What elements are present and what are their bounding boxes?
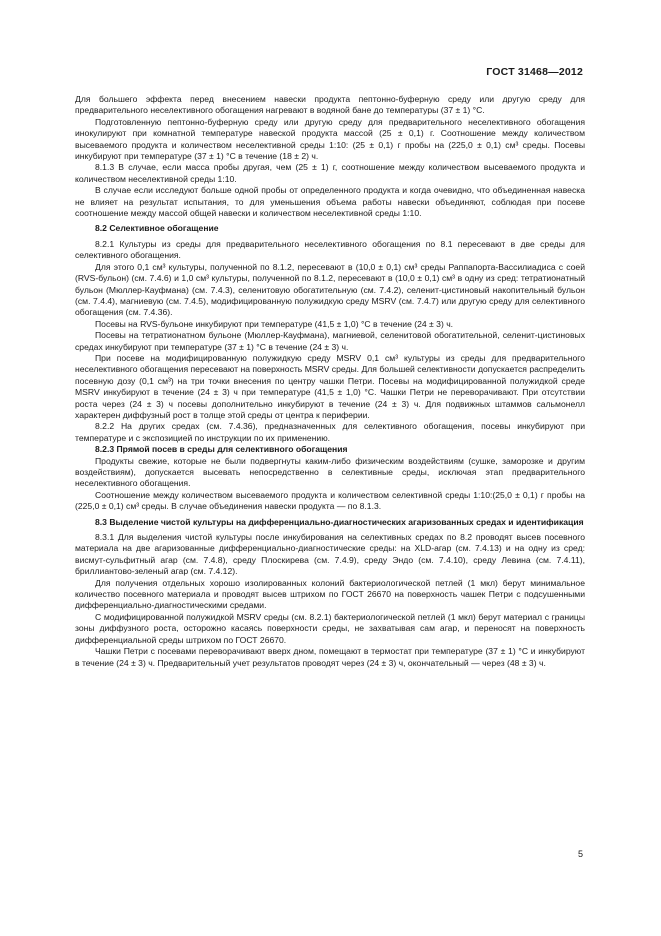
paragraph: Продукты свежие, которые не были подвергнуты каким-либо физическим воздействиям (сушке, заморозке и другим воздействиям), допускается высевать непосредственно в селективные среды, исключая этап предварительного неселективного обогащения.: [75, 455, 585, 489]
paragraph-8-2-1: 8.2.1 Культуры из среды для предварительного неселективного обогащения по 8.1 пересевают в две среды для селективного обогащения.: [75, 238, 585, 261]
paragraph: При посеве на модифицированную полужидкую среду MSRV 0,1 см³ культуры из среды для предварительного неселективного обогащения пересевают на поверхность MSRV среды. Для большей селективности допускается распределить посевную дозу (0,1 см³) на три точки внесения по центру чашки Петри. Посевы на модифицированной полужидкой среде MSRV инкубируют в течение (24 ± 3) ч при температуре (41,5 ± 1,0) °С. Чашки Петри не переворачивают. При отсутствии роста через (24 ± 3) ч посевы дополнительно инкубируют в течение (24 ± 3) ч. Для подвижных штаммов сальмонелл характерен диффузный рост в толще этой среды от центра к периферии.: [75, 352, 585, 420]
paragraph: С модифицированной полужидкой MSRV среды (см. 8.2.1) бактериологической петлей (1 мкл) берут материал с границы зоны диффузного роста, осторожно касаясь поверхности среды, не захватывая сам агар, и переносят на поверхность дифференциальной среды штрихом по ГОСТ 26670.: [75, 611, 585, 645]
document-body: [75, 94, 585, 669]
paragraph: Посевы на тетратионатном бульоне (Мюллер-Кауфмана), магниевой, селенитовой обогатительной, селенит-цистиновых средах инкубируют при температуре (37 ± 1) °С в течение (24 ± 3) ч.: [75, 330, 585, 352]
paragraph: Для большего эффекта перед внесением навески продукта пептонно-буферную среду или другую среду для предварительного неселективного обогащения нагревают в водяной бане до температуры (37 ± 1) °С.: [75, 94, 585, 116]
paragraph-8-2-2: 8.2.2 На других средах (см. 7.4.36), предназначенных для селективного обогащения, посевы инкубируют при температуре и с экспозицией по инструкции по их применению.: [75, 421, 585, 443]
document-header-id: ГОСТ 31468—2012: [486, 66, 583, 78]
paragraph-8-1-3: 8.1.3 В случае, если масса пробы другая, чем (25 ± 1) г, соотношение между количеством высеваемого продукта и количеством неселективной среды 1:10.: [75, 162, 585, 184]
paragraph: Посевы на RVS-бульоне инкубируют при температуре (41,5 ± 1,0) °С в течение (24 ± 3) ч.: [95, 318, 454, 329]
section-heading-8-2: 8.2 Селективное обогащение: [95, 223, 219, 234]
page-number: 5: [577, 849, 583, 859]
paragraph: В случае если исследуют больше одной пробы от определенного продукта и когда очевидно, что объединенная навеска не влияет на результат испытания, то для уменьшения объема работы навески объединяют, соблюдая при посеве соотношение между массой общей навески и количеством неселективной среды 1:10.: [75, 185, 585, 219]
paragraph: Соотношение между количеством высеваемого продукта и количеством селективной среды 1:10:(25,0 ± 0,1) г пробы на (225,0 ± 0,1) см³ среды. В случае объединения навески продукта — по 8.1.3.: [75, 489, 585, 512]
section-heading-8-2-3: 8.2.3 Прямой посев в среды для селективного обогащения: [95, 444, 348, 455]
paragraph: Для этого 0,1 см³ культуры, полученной по 8.1.2, пересевают в (10,0 ± 0,1) см³ среды Раппапорта-Вассилиадиса с соей (RVS-бульон) (см. 7.4.6) и 1,0 см³ культуры, полученной по 8.1.2, пересевают в (10,0 ± 0,1) см³ в одну из сред: тетратионатный бульон (Мюллер-Кауфмана) (см. 7.4.3), селенитовую обогатительную (см. 7.4.2), селенит-цистиновый накопительный бульон (см. 7.4.4), магниевую (см. 7.4.5), модифицированную полужидкую среду MSRV (см. 7.4.7) или другую среду для селективного обогащения (см. 7.4.36).: [75, 261, 585, 318]
section-heading-8-3: 8.3 Выделение чистой культуры на дифференциально-диагностических агаризованных средах и идентификация: [95, 516, 584, 527]
paragraph: Для получения отдельных хорошо изолированных колоний бактериологической петлей (1 мкл) берут минимальное количество посевного материала и проводят высев штрихом по ГОСТ 26670 на поверхность чашек Петри с подсушенными дифференциально-диагностическими средами.: [75, 577, 585, 611]
paragraph: Подготовленную пептонно-буферную среду или другую среду для предварительного неселективного обогащения инокулируют при комнатной температуре навеской продукта массой (25 ± 0,1) г. Соотношение между количеством высеваемого продукта и количеством неселективной среды 1:10: (25 ± 0,1) г пробы на (225,0 ± 0,1) см³ среды. Посевы инкубируют при температуре (37 ± 1) °С в течение (18 ± 2) ч.: [75, 116, 585, 162]
paragraph-8-3-1: 8.3.1 Для выделения чистой культуры после инкубирования на селективных средах по 8.2 проводят высев посевного материала на две агаризованные дифференциально-диагностические среды: на XLD-агар (см. 7.4.13) и на одну из сред: висмут-сульфитный агар (см. 7.4.8), среду Плоскирева (см. 7.4.9), среду Эндо (см. 7.4.10), среду Левина (см. 7.4.11), бриллиантово-зеленый агар (см. 7.4.12).: [75, 532, 585, 577]
paragraph: Чашки Петри с посевами переворачивают вверх дном, помещают в термостат при температуре (37 ± 1) °С и инкубируют в течение (24 ± 3) ч. Предварительный учет результатов проводят через (24 ± 3) ч, окончательный — через (48 ± 3) ч.: [75, 646, 585, 668]
